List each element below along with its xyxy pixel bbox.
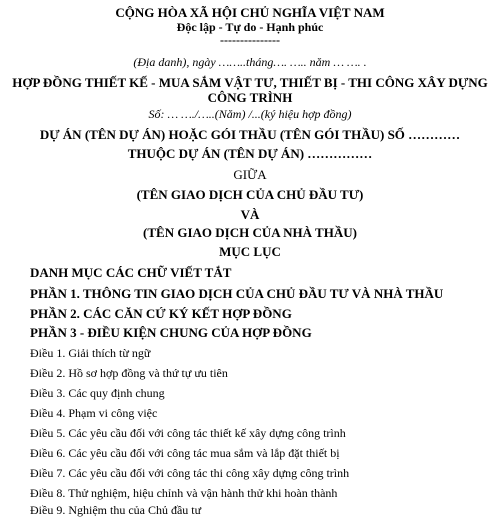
- toc-section: PHẦN 2. CÁC CĂN CỨ KÝ KẾT HỢP ĐỒNG: [30, 306, 292, 321]
- header-separator: ---------------: [220, 33, 280, 47]
- project-sub-line: THUỘC DỰ ÁN (TÊN DỰ ÁN) ……………: [127, 146, 373, 161]
- toc-heading: MỤC LỤC: [219, 244, 281, 259]
- owner-name: (TÊN GIAO DỊCH CỦA CHỦ ĐẦU TƯ): [136, 187, 364, 202]
- toc-article: Điều 3. Các quy định chung: [30, 386, 165, 400]
- toc-section: PHẦN 1. THÔNG TIN GIAO DỊCH CỦA CHỦ ĐẦU TƯ VÀ NHÀ THẦU: [30, 286, 444, 301]
- toc-article: Điều 8. Thử nghiệm, hiệu chỉnh và vận hành thử khi hoàn thành: [30, 486, 338, 500]
- toc-article: Điều 1. Giải thích từ ngữ: [30, 346, 151, 360]
- toc-article: Điều 7. Các yêu cầu đối với công tác thi công xây dựng công trình: [30, 466, 350, 480]
- toc-article: Điều 2. Hồ sơ hợp đồng và thứ tự ưu tiên: [30, 366, 228, 380]
- nation-name: CỘNG HÒA XÃ HỘI CHỦ NGHĨA VIỆT NAM: [115, 5, 385, 20]
- and-label: VÀ: [240, 207, 260, 222]
- toc-article: Điều 6. Các yêu cầu đối với công tác mua sắm và lắp đặt thiết bị: [30, 446, 340, 460]
- toc-section: DANH MỤC CÁC CHỮ VIẾT TẮT: [30, 265, 232, 280]
- contract-title-line1: HỢP ĐỒNG THIẾT KẾ - MUA SẮM VẬT TƯ, THIẾT BỊ - THI CÔNG XÂY DỰNG: [12, 75, 488, 90]
- between-label: GIỮA: [233, 167, 267, 182]
- toc-article: Điều 9. Nghiệm thu của Chủ đầu tư: [30, 503, 202, 517]
- place-date: (Địa danh), ngày ……..tháng…. ….. năm … …. .: [133, 55, 367, 69]
- toc-article: Điều 5. Các yêu cầu đối với công tác thiết kế xây dựng công trình: [30, 426, 346, 440]
- contract-title-line2: CÔNG TRÌNH: [207, 90, 293, 105]
- contract-number: Số: … …./…..(Năm) /...(ký hiệu hợp đồng): [148, 107, 352, 121]
- toc-section: PHẦN 3 - ĐIỀU KIỆN CHUNG CỦA HỢP ĐỒNG: [30, 325, 312, 340]
- contractor-name: (TÊN GIAO DỊCH CỦA NHÀ THẦU): [143, 225, 357, 240]
- toc-article: Điều 4. Phạm vi công việc: [30, 406, 158, 420]
- project-line: DỰ ÁN (TÊN DỰ ÁN) HOẶC GÓI THẦU (TÊN GÓI THẦU) SỐ …………: [39, 127, 461, 142]
- national-motto: Độc lập - Tự do - Hạnh phúc: [176, 20, 324, 34]
